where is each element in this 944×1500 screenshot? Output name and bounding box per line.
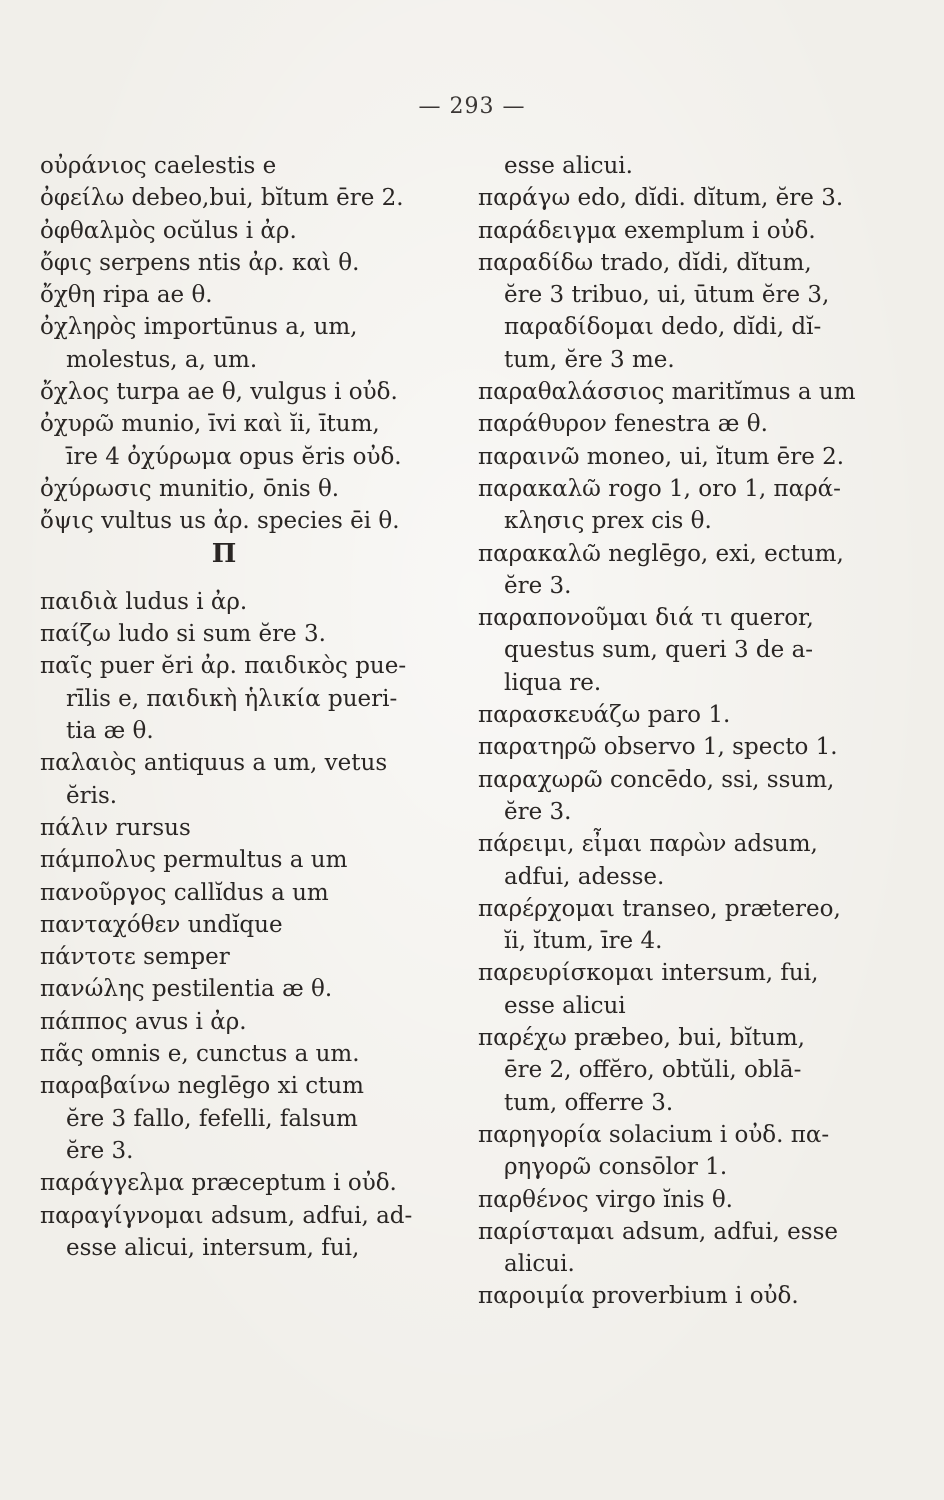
- section-spacer: [40, 570, 470, 586]
- entry-continuation-line: questus sum, queri 3 de a-: [504, 637, 814, 664]
- right-column: [478, 150, 918, 1313]
- entry-continuation-line: īre 4 ὀχύρωμα opus ĕris οὐδ.: [66, 443, 402, 470]
- dictionary-entry-line: πάρειμι, εἶμαι παρὼν adsum,: [478, 831, 818, 858]
- entry-continuation-line: ĕre 3 fallo, fefelli, falsum: [66, 1105, 358, 1132]
- entry-continuation-line: tum, offerre 3.: [504, 1089, 674, 1116]
- entry-continuation-line: ĕre 3.: [504, 798, 572, 825]
- dictionary-entry-line: παρθένος virgo ĭnis θ.: [478, 1186, 733, 1213]
- dictionary-entry-line: ὀχυρῶ munio, īvi καὶ ĭi, ītum,: [40, 411, 380, 438]
- dictionary-entry-line: ὄφις serpens ntis ἀρ. καὶ θ.: [40, 249, 360, 276]
- entry-continuation-line: molestus, a, um.: [66, 346, 258, 373]
- dictionary-entry-line: πανώλης pestilentia æ θ.: [40, 976, 333, 1003]
- dictionary-entry-line: οὐράνιος caelestis e: [40, 153, 277, 179]
- dictionary-entry-line: ὀφείλω debeo,bui, bĭtum ēre 2.: [40, 185, 404, 212]
- entry-continuation-line: παραδίδομαι dedo, dĭdi, dĭ-: [504, 314, 822, 341]
- entry-continuation-line: adfui, adesse.: [504, 863, 665, 890]
- dictionary-entry-line: παραινῶ moneo, ui, ĭtum ēre 2.: [478, 443, 845, 470]
- dictionary-entry-line: παροιμία proverbium i οὐδ.: [478, 1283, 799, 1310]
- dictionary-entry-line: πανταχόθεν undĭque: [40, 911, 283, 938]
- dictionary-entry-line: ὄχλος turpa ae θ, vulgus i οὐδ.: [40, 379, 398, 406]
- dictionary-entry-line: παρευρίσκομαι intersum, fui,: [478, 960, 819, 987]
- entry-continuation-line: ĕre 3.: [66, 1137, 134, 1164]
- dictionary-entry-line: ὀφθαλμὸς ocŭlus i ἀρ.: [40, 217, 297, 244]
- dictionary-entry-line: παράθυρον fenestra æ θ.: [478, 411, 768, 438]
- dictionary-entry-line: πανοῦργος callĭdus a um: [40, 879, 329, 906]
- dictionary-entry-line: ὀχύρωσις munitio, ōnis θ.: [40, 475, 340, 502]
- dictionary-entry-line: παρέχω præbeo, bui, bĭtum,: [478, 1025, 805, 1052]
- entry-continuation-line: tum, ĕre 3 me.: [504, 346, 675, 373]
- dictionary-entry-line: παρίσταμαι adsum, adfui, esse: [478, 1218, 839, 1245]
- entry-continuation-line: rīlis e, παιδικὴ ἡλικία pueri-: [66, 685, 398, 712]
- entry-continuation-line: esse alicui: [504, 992, 626, 1019]
- dictionary-entry-line: παράγω edo, dĭdi. dĭtum, ĕre 3.: [478, 185, 844, 212]
- dictionary-entry-line: πάμπολυς permultus a um: [40, 847, 348, 874]
- entry-continuation-line: ēre 2, offĕro, obtŭli, oblā-: [504, 1057, 802, 1084]
- dictionary-entry-line: παραγίγνομαι adsum, adfui, ad-: [40, 1202, 413, 1229]
- dictionary-entry-line: παραδίδω trado, dĭdi, dĭtum,: [478, 249, 812, 276]
- entry-continuation-line: ĕre 3 tribuo, ui, ūtum ĕre 3,: [504, 282, 830, 309]
- entry-continuation-line: ĭi, ĭtum, īre 4.: [504, 928, 663, 955]
- entry-continuation-line: ρηγορῶ consōlor 1.: [504, 1154, 728, 1181]
- dictionary-entry-line: παῖς puer ĕri ἀρ. παιδικὸς pue-: [40, 653, 407, 680]
- dictionary-entry-line: παραπονοῦμαι διά τι queror,: [478, 605, 814, 632]
- dictionary-entry-line: παίζω ludo si sum ĕre 3.: [40, 621, 326, 648]
- dictionary-entry-line: πάππος avus i ἀρ.: [40, 1008, 247, 1035]
- dictionary-entry-line: παιδιὰ ludus i ἀρ.: [40, 588, 248, 615]
- section-heading: Π: [211, 538, 239, 569]
- dictionary-entry-line: παρακαλῶ neglēgo, exi, ectum,: [478, 540, 844, 567]
- left-column: [40, 150, 470, 1264]
- page-number: — 293 —: [418, 94, 526, 119]
- dictionary-entry-line: πᾶς omnis e, cunctus a um.: [40, 1041, 360, 1068]
- dictionary-entry-line: πάλιν rursus: [40, 814, 191, 841]
- dictionary-entry-line: παρέρχομαι transeo, prætereo,: [478, 895, 841, 922]
- entry-continuation-line: ĕre 3.: [504, 572, 572, 599]
- dictionary-entry-line: παρακαλῶ rogo 1, oro 1, παρά-: [478, 475, 841, 502]
- dictionary-entry-line: παράδειγμα exemplum i οὐδ.: [478, 217, 816, 244]
- dictionary-entry-line: παραθαλάσσιος maritĭmus a um: [478, 379, 856, 406]
- dictionary-entry-line: παρασκευάζω paro 1.: [478, 702, 731, 729]
- dictionary-entry-line: παραχωρῶ concēdo, ssi, ssum,: [478, 766, 835, 793]
- dictionary-entry-line: ὀχληρὸς importūnus a, um,: [40, 314, 358, 341]
- dictionary-entry-line: πάντοτε semper: [40, 944, 230, 971]
- dictionary-entry-line: παρατηρῶ observo 1, specto 1.: [478, 734, 838, 761]
- dictionary-entry-line: παραβαίνω neglēgo xi ctum: [40, 1073, 364, 1100]
- entry-continuation-line: alicui.: [504, 1251, 575, 1278]
- entry-continuation-line: esse alicui.: [504, 153, 633, 179]
- dictionary-entry-line: παρηγορία solacium i οὐδ. πα-: [478, 1121, 830, 1148]
- dictionary-entry-line: παλαιὸς antiquus a um, vetus: [40, 750, 388, 777]
- dictionary-entry-line: παράγγελμα præceptum i οὐδ.: [40, 1170, 397, 1197]
- entry-continuation-line: ĕris.: [66, 782, 118, 809]
- entry-continuation-line: κλησις prex cis θ.: [504, 508, 712, 535]
- dictionary-entry-line: ὄχθη ripa ae θ.: [40, 282, 213, 309]
- entry-continuation-line: liqua re.: [504, 669, 602, 696]
- entry-continuation-line: tia æ θ.: [66, 718, 154, 745]
- entry-continuation-line: esse alicui, intersum, fui,: [66, 1234, 360, 1261]
- dictionary-entry-line: ὄψις vultus us ἀρ. species ēi θ.: [40, 508, 400, 535]
